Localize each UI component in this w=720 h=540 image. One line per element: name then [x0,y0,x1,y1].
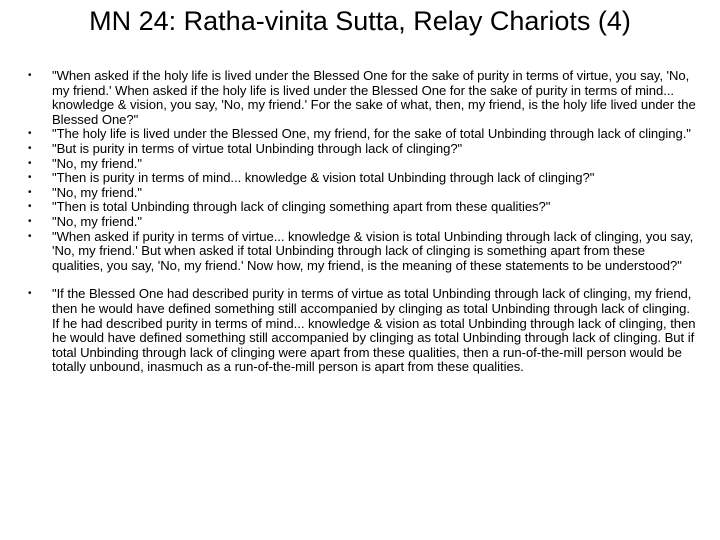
bullet-list [0,69,720,375]
bullet-item [0,127,720,142]
bullet-item [0,230,720,274]
bullet-item [0,186,720,201]
bullet-dot-icon: • [28,288,32,300]
bullet-text: "But is purity in terms of virtue total Unbinding through lack of clinging?" [52,140,463,156]
bullet-dot-icon: • [28,186,32,198]
bullet-text: "Then is total Unbinding through lack of clinging something apart from these qualities?" [52,199,551,215]
bullet-text: "When asked if purity in terms of virtue... knowledge & vision is total Unbinding through lack of clinging, you say, 'No, my friend.' But when asked if total Unbinding through lack of clinging is something apart from these qualities, you say, 'No, my friend.' Now how, my friend, is the meaning of these statements to be understood?" [52,228,694,273]
bullet-text: "When asked if the holy life is lived under the Blessed One for the sake of purity in terms of virtue, you say, 'No, my friend.' When asked if the holy life is lived under the Blessed One for the sake of purity in terms of mind... knowledge & vision, you say, 'No, my friend.' For the sake of what, then, my friend, is the holy life lived under the Blessed One?" [52,68,696,127]
bullet-dot-icon: • [28,230,32,242]
bullet-text: "Then is purity in terms of mind... knowledge & vision total Unbinding through lack of clinging?" [52,170,595,186]
bullet-dot-icon: • [28,128,32,140]
bullet-dot-icon: • [28,215,32,227]
bullet-item [0,142,720,157]
bullet-dot-icon: • [28,142,32,154]
bullet-text: "No, my friend." [52,184,142,200]
bullet-text: "If the Blessed One had described purity in terms of virtue as total Unbinding through lack of clinging, my friend, then he would have defined something still accompanied by clinging as total Unbinding through lack of clinging. If he had described purity in terms of mind... knowledge & vision as total Unbinding through lack of clinging, then he would have defined something still accompanied by clinging as total Unbinding through lack of clinging. But if total Unbinding through lack of clinging were apart from these qualities, then a run-of-the-mill person would be totally unbound, inasmuch as a run-of-the-mill person is apart from these qualities. [52,286,696,375]
bullet-text: "No, my friend." [52,155,142,171]
bullet-item [0,200,720,215]
bullet-dot-icon: • [28,157,32,169]
bullet-item [0,157,720,172]
bullet-dot-icon: • [28,172,32,184]
bullet-item [0,215,720,230]
bullet-item [0,171,720,186]
bullet-dot-icon: • [28,201,32,213]
bullet-item [0,287,720,375]
bullet-text: "The holy life is lived under the Blessed One, my friend, for the sake of total Unbinding through lack of clinging." [52,126,691,142]
slide-title: MN 24: Ratha-vinita Sutta, Relay Chariots (4) [89,6,631,36]
bullet-dot-icon: • [28,70,32,81]
bullet-text: "No, my friend." [52,213,142,229]
bullet-item [0,69,720,127]
